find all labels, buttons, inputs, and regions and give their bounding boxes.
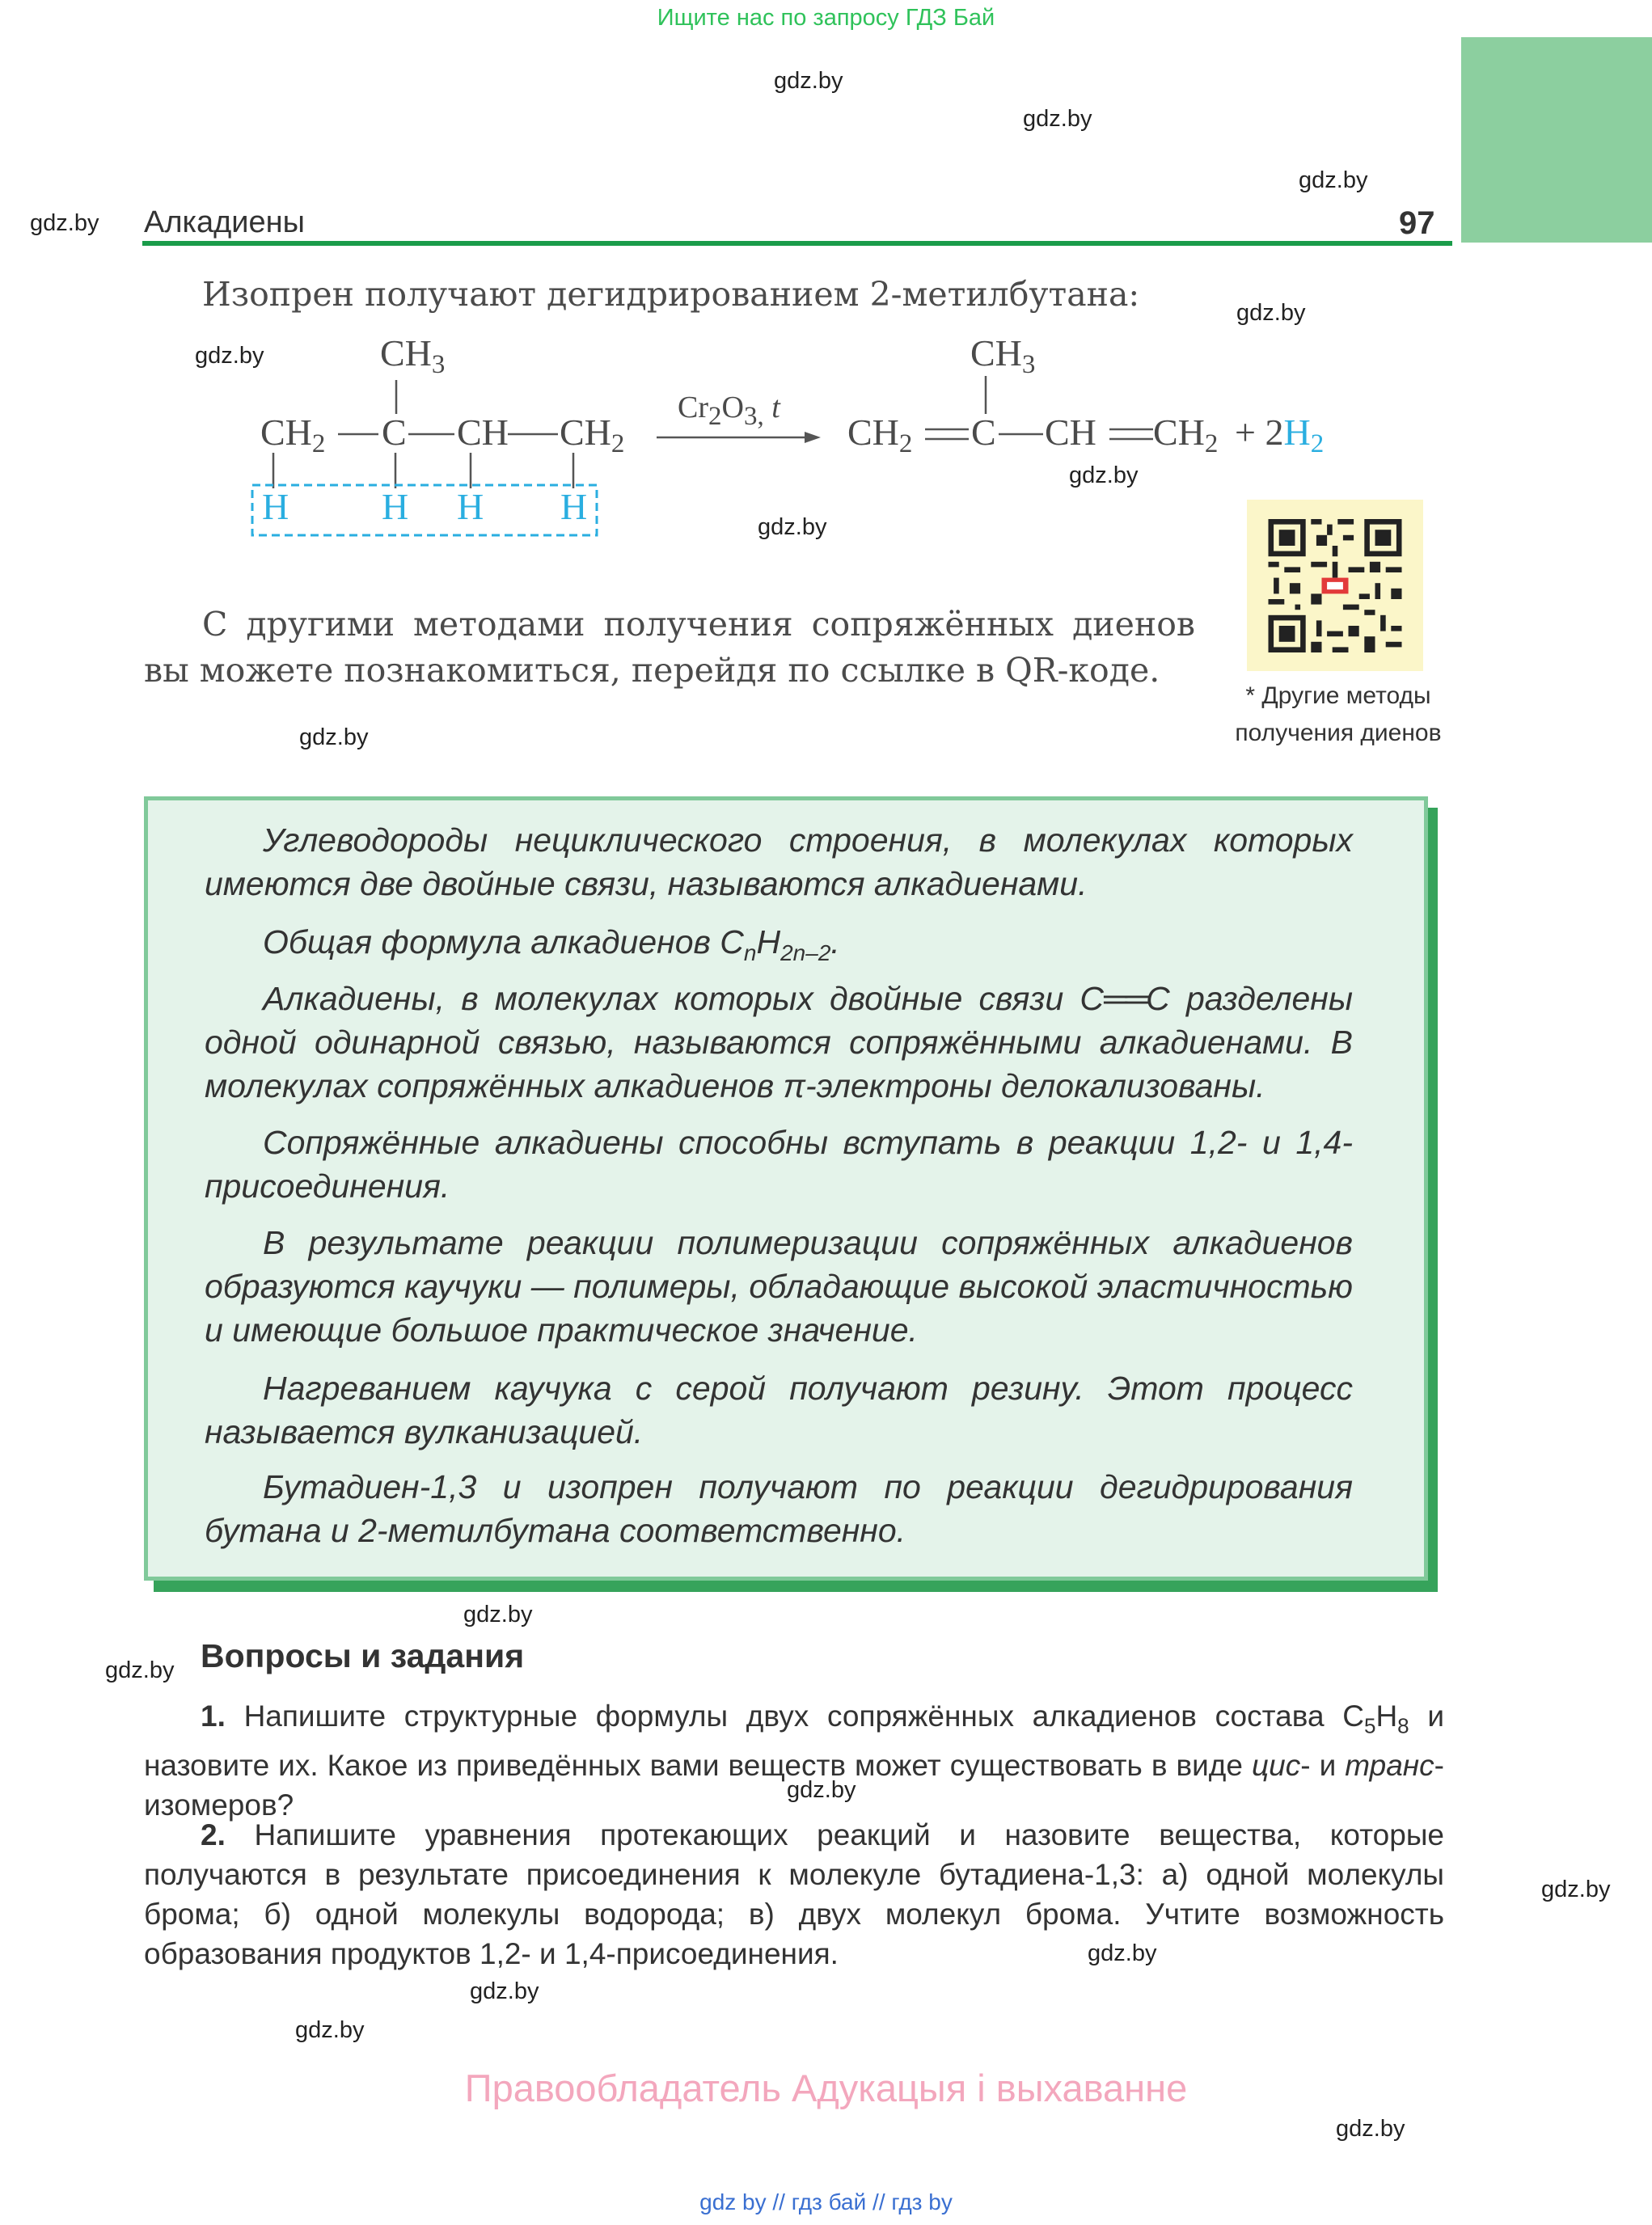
hydrogen-atom: H (382, 486, 409, 527)
hydrogen-atom: H (457, 486, 484, 527)
top-banner[interactable]: Ищите нас по запросу ГДЗ Бай (657, 5, 995, 31)
watermark: gdz.by (1069, 462, 1139, 488)
watermark: gdz.by (1336, 2116, 1405, 2142)
summary-paragraph: Сопряжённые алкадиены способны вступать в реакции 1,2- и 1,4-присоединения. (205, 1124, 1353, 1205)
hydrogen-atom: H (560, 486, 588, 527)
watermark: gdz.by (463, 1602, 533, 1628)
intro-text: Изопрен получают дегидрированием 2-метилбутана: (202, 275, 1140, 314)
watermark: gdz.by (470, 1978, 539, 2004)
watermark: gdz.by (299, 724, 369, 750)
summary-box (144, 796, 1428, 1581)
watermark: gdz.by (195, 343, 264, 369)
reactant-ch2-right: $CH_2$ (560, 412, 625, 458)
question-2: 2. Напишите уравнения протекающих реакций и назовите вещества, которые получаются в результате присоединения к молекуле бутадиена-1,3: а) одной молекулы брома; б) одной молекулы водорода; в) двух молекул брома. Учтите возможность образования продуктов 1,2- и 1,4-присоединения. (144, 1818, 1444, 1970)
copyright-notice: Правообладатель Адукацыя і выхаванне (464, 2067, 1188, 2109)
bottom-links[interactable]: gdz by // гдз бай // гдз by (699, 2189, 953, 2214)
product-ch: CH (1045, 412, 1096, 453)
reaction-bonds (0, 0, 1652, 582)
reactant-c: C (382, 412, 407, 453)
arrow-head (805, 432, 821, 443)
summary-paragraph: Бутадиен-1,3 и изопрен получают по реакции дегидрирования бутана и 2-метилбутана соответственно. (205, 1468, 1353, 1549)
summary-paragraph: Алкадиены, в молекулах которых двойные связи C══C разделены одной одинарной связью, называются сопряжёнными алкадиенами. В молекулах сопряжённых алкадиенов π-электроны делокализованы. (205, 980, 1354, 1104)
page-number: 97 (1399, 205, 1435, 241)
summary-paragraph: Углеводороды нециклического строения, в молекулах которых имеются две двойные связи, называются алкадиенами. (205, 821, 1353, 902)
product-ch2-left: $CH_2$ (847, 412, 913, 458)
questions-heading: Вопросы и задания (201, 1637, 525, 1674)
question-1: 1. Напишите структурные формулы двух сопряжённых алкадиенов состава $C_5H_8$ и назовите их. Какое из приведённых вами веществ может существовать в виде цис- и транс-изомеров? (144, 1699, 1445, 1822)
watermark: gdz.by (1088, 1940, 1157, 1966)
watermark: gdz.by (758, 514, 827, 540)
watermark: gdz.by (774, 68, 843, 94)
watermark: gdz.by (295, 2017, 365, 2043)
qr-code-icon[interactable] (1266, 519, 1404, 652)
product-c: C (971, 412, 996, 453)
summary-paragraph: Нагреванием каучука с серой получают резину. Этот процесс называется вулканизацией. (205, 1370, 1353, 1450)
watermark: gdz.by (1236, 300, 1306, 326)
product-ch3: $CH_3$ (970, 332, 1036, 379)
highlight-box (252, 485, 597, 535)
watermark: gdz.by (1541, 1877, 1611, 1902)
reaction-conditions: $Cr_2O_{3,}$ t (678, 391, 780, 431)
summary-formula: Общая формула алкадиенов $C_nH_{2n-2}$. (263, 923, 840, 966)
watermark: gdz.by (1023, 106, 1092, 132)
product-ch2-right: $CH_2$ (1153, 412, 1219, 458)
reactant-ch2-left: $CH_2$ (260, 412, 326, 458)
hydrogen-atom: H (262, 486, 289, 527)
summary-paragraph: В результате реакции полимеризации сопряжённых алкадиенов образуются каучуки — полимеры, обладающие высокой эластичностью и имеющие большое практическое значение. (205, 1224, 1353, 1349)
running-header-title: Алкадиены (144, 205, 305, 239)
reactant-ch: CH (457, 412, 509, 453)
qr-caption: * Другие методы получения диенов (1235, 682, 1442, 746)
watermark: gdz.by (105, 1657, 175, 1683)
reactant-ch3: $CH_3$ (380, 332, 446, 379)
watermark: gdz.by (787, 1777, 856, 1803)
product-hydrogen: + $2H_2$ (1235, 412, 1325, 458)
watermark: gdz.by (30, 210, 99, 236)
watermark: gdz.by (1299, 167, 1368, 193)
qr-paragraph: С другими методами получения сопряжённых диенов вы можете познакомиться, перейдя по ссылке в QR-коде. (144, 605, 1195, 690)
